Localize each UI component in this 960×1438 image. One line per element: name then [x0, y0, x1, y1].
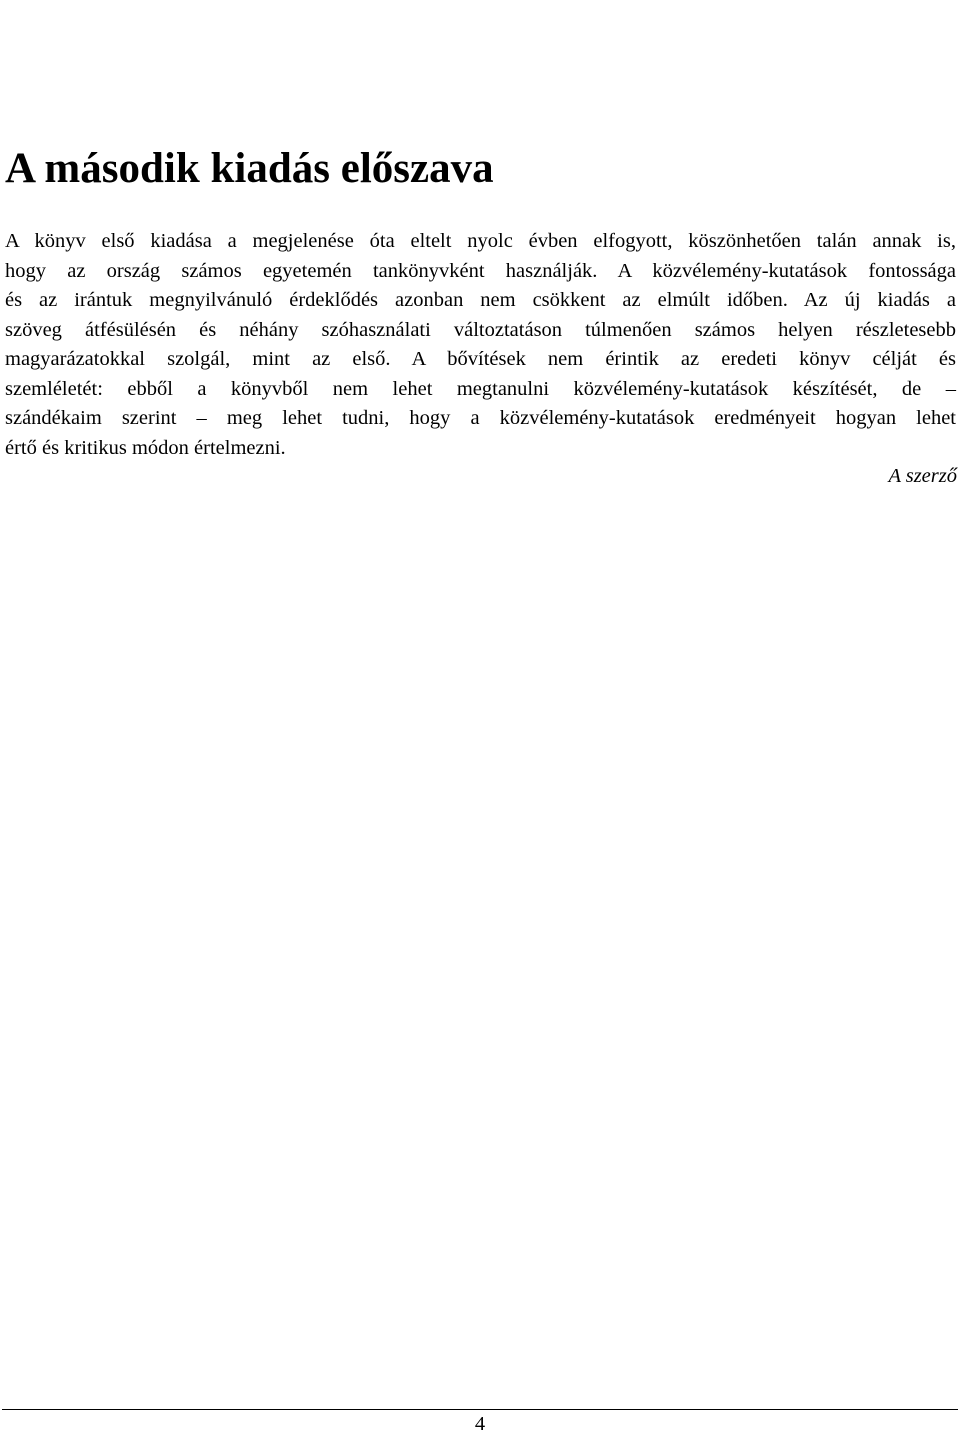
paragraph-line: hogy az ország számos egyetemén tankönyvként használják. A közvélemény-kutatások fontossága: [5, 259, 956, 282]
page-number: 4: [474, 1413, 486, 1435]
paragraph-line: szándékaim szerint – meg lehet tudni, hogy a közvélemény-kutatások eredményeit hogyan lehet: [5, 407, 956, 429]
paragraph-line: értő és kritikus módon értelmezni.: [5, 436, 286, 459]
paragraph-line: szemléletét: ebből a könyvből nem lehet megtanulni közvélemény-kutatások készítését, de –: [5, 377, 956, 400]
paragraph-line: magyarázatokkal szolgál, mint az első. A bővítések nem érintik az eredeti könyv célját és: [5, 348, 956, 370]
paragraph-line: A könyv első kiadása a megjelenése óta eltelt nyolc évben elfogyott, köszönhetően talán annak is,: [5, 230, 956, 252]
page-title: A második kiadás előszava: [5, 145, 494, 192]
paragraph-line: szöveg átfésülésén és néhány szóhasználati változtatáson túlmenően számos helyen részletesebb: [5, 318, 956, 341]
preface-paragraph: [5, 227, 956, 463]
paragraph-line: és az irántuk megnyilvánuló érdeklődés azonban nem csökkent az elmúlt időben. Az új kiadás a: [5, 289, 956, 311]
author-signature: A szerző: [888, 465, 957, 487]
